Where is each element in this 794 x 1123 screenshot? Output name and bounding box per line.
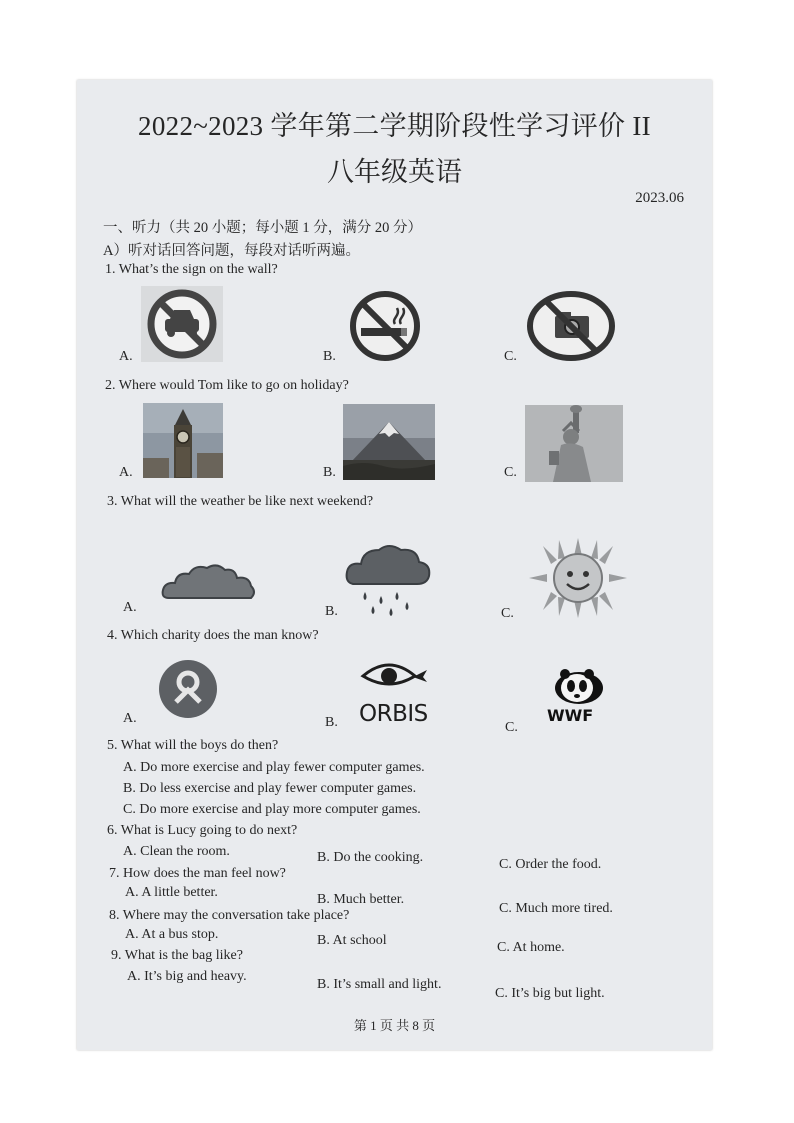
statue-of-liberty-photo-icon [525, 405, 623, 482]
wwf-panda-icon [547, 666, 609, 704]
section-heading: 一、听力（共 20 小题；每小题 1 分，满分 20 分） [103, 220, 422, 236]
q2-option-b: B. [323, 465, 336, 480]
q7-option-b: B. Much better. [317, 892, 405, 907]
question-1: 1. What’s the sign on the wall? [105, 262, 278, 277]
rain-cloud-icon [345, 542, 431, 618]
section-instruction: A）听对话回答问题，每段对话听两遍。 [103, 243, 360, 259]
q2-option-a: A. [119, 465, 133, 480]
q5-option-a: A. Do more exercise and play fewer computer games. [123, 760, 425, 775]
q9-option-b: B. It’s small and light. [317, 977, 442, 992]
q1-option-a: A. [119, 349, 133, 364]
exam-subtitle: 八年级英语 [327, 157, 462, 187]
mount-fuji-photo-icon [343, 404, 435, 480]
q2-option-c: C. [504, 465, 517, 480]
q9-option-c: C. It’s big but light. [495, 986, 605, 1001]
q3-option-b: B. [325, 604, 338, 619]
no-car-sign-icon [141, 286, 223, 362]
q7-option-a: A. A little better. [125, 885, 218, 900]
q9-option-a: A. It’s big and heavy. [127, 969, 247, 984]
q8-option-b: B. At school [317, 933, 387, 948]
q4-option-a: A. [123, 711, 137, 726]
no-photo-sign-icon [525, 290, 617, 362]
q6-option-b: B. Do the cooking. [317, 850, 424, 865]
question-4: 4. Which charity does the man know? [107, 628, 319, 643]
q8-option-a: A. At a bus stop. [125, 927, 219, 942]
q1-option-c: C. [504, 349, 517, 364]
q4-option-c: C. [505, 720, 518, 735]
q6-option-a: A. Clean the room. [123, 844, 230, 859]
big-ben-photo-icon [143, 403, 223, 478]
question-3: 3. What will the weather be like next weekend? [107, 494, 374, 509]
exam-page [77, 80, 712, 1050]
orbis-eye-icon [359, 660, 429, 690]
q7-option-c: C. Much more tired. [499, 901, 613, 916]
q5-option-c: C. Do more exercise and play more computer games. [123, 802, 421, 817]
q6-option-c: C. Order the food. [499, 857, 602, 872]
q1-option-b: B. [323, 349, 336, 364]
question-2: 2. Where would Tom like to go on holiday? [105, 378, 349, 393]
no-smoking-sign-icon [343, 290, 427, 362]
question-8: 8. Where may the conversation take place? [109, 908, 350, 923]
exam-date: 2023.06 [635, 190, 684, 206]
q8-option-c: C. At home. [497, 940, 565, 955]
question-5: 5. What will the boys do then? [107, 738, 279, 753]
oxfam-logo-icon [157, 660, 219, 718]
question-6: 6. What is Lucy going to do next? [107, 823, 298, 838]
page-number: 第 1 页 共 8 页 [353, 1018, 436, 1033]
exam-title: 2022~2023 学年第二学期阶段性学习评价 II [138, 111, 651, 141]
orbis-logo-text: ORBIS [359, 701, 428, 727]
cloud-icon [161, 558, 257, 604]
q4-option-b: B. [325, 715, 338, 730]
question-7: 7. How does the man feel now? [109, 866, 286, 881]
sun-icon [529, 538, 627, 618]
q5-option-b: B. Do less exercise and play fewer computer games. [123, 781, 417, 796]
wwf-logo-text: WWF [547, 706, 594, 725]
question-9: 9. What is the bag like? [111, 948, 243, 963]
q3-option-a: A. [123, 600, 137, 615]
q3-option-c: C. [501, 606, 514, 621]
